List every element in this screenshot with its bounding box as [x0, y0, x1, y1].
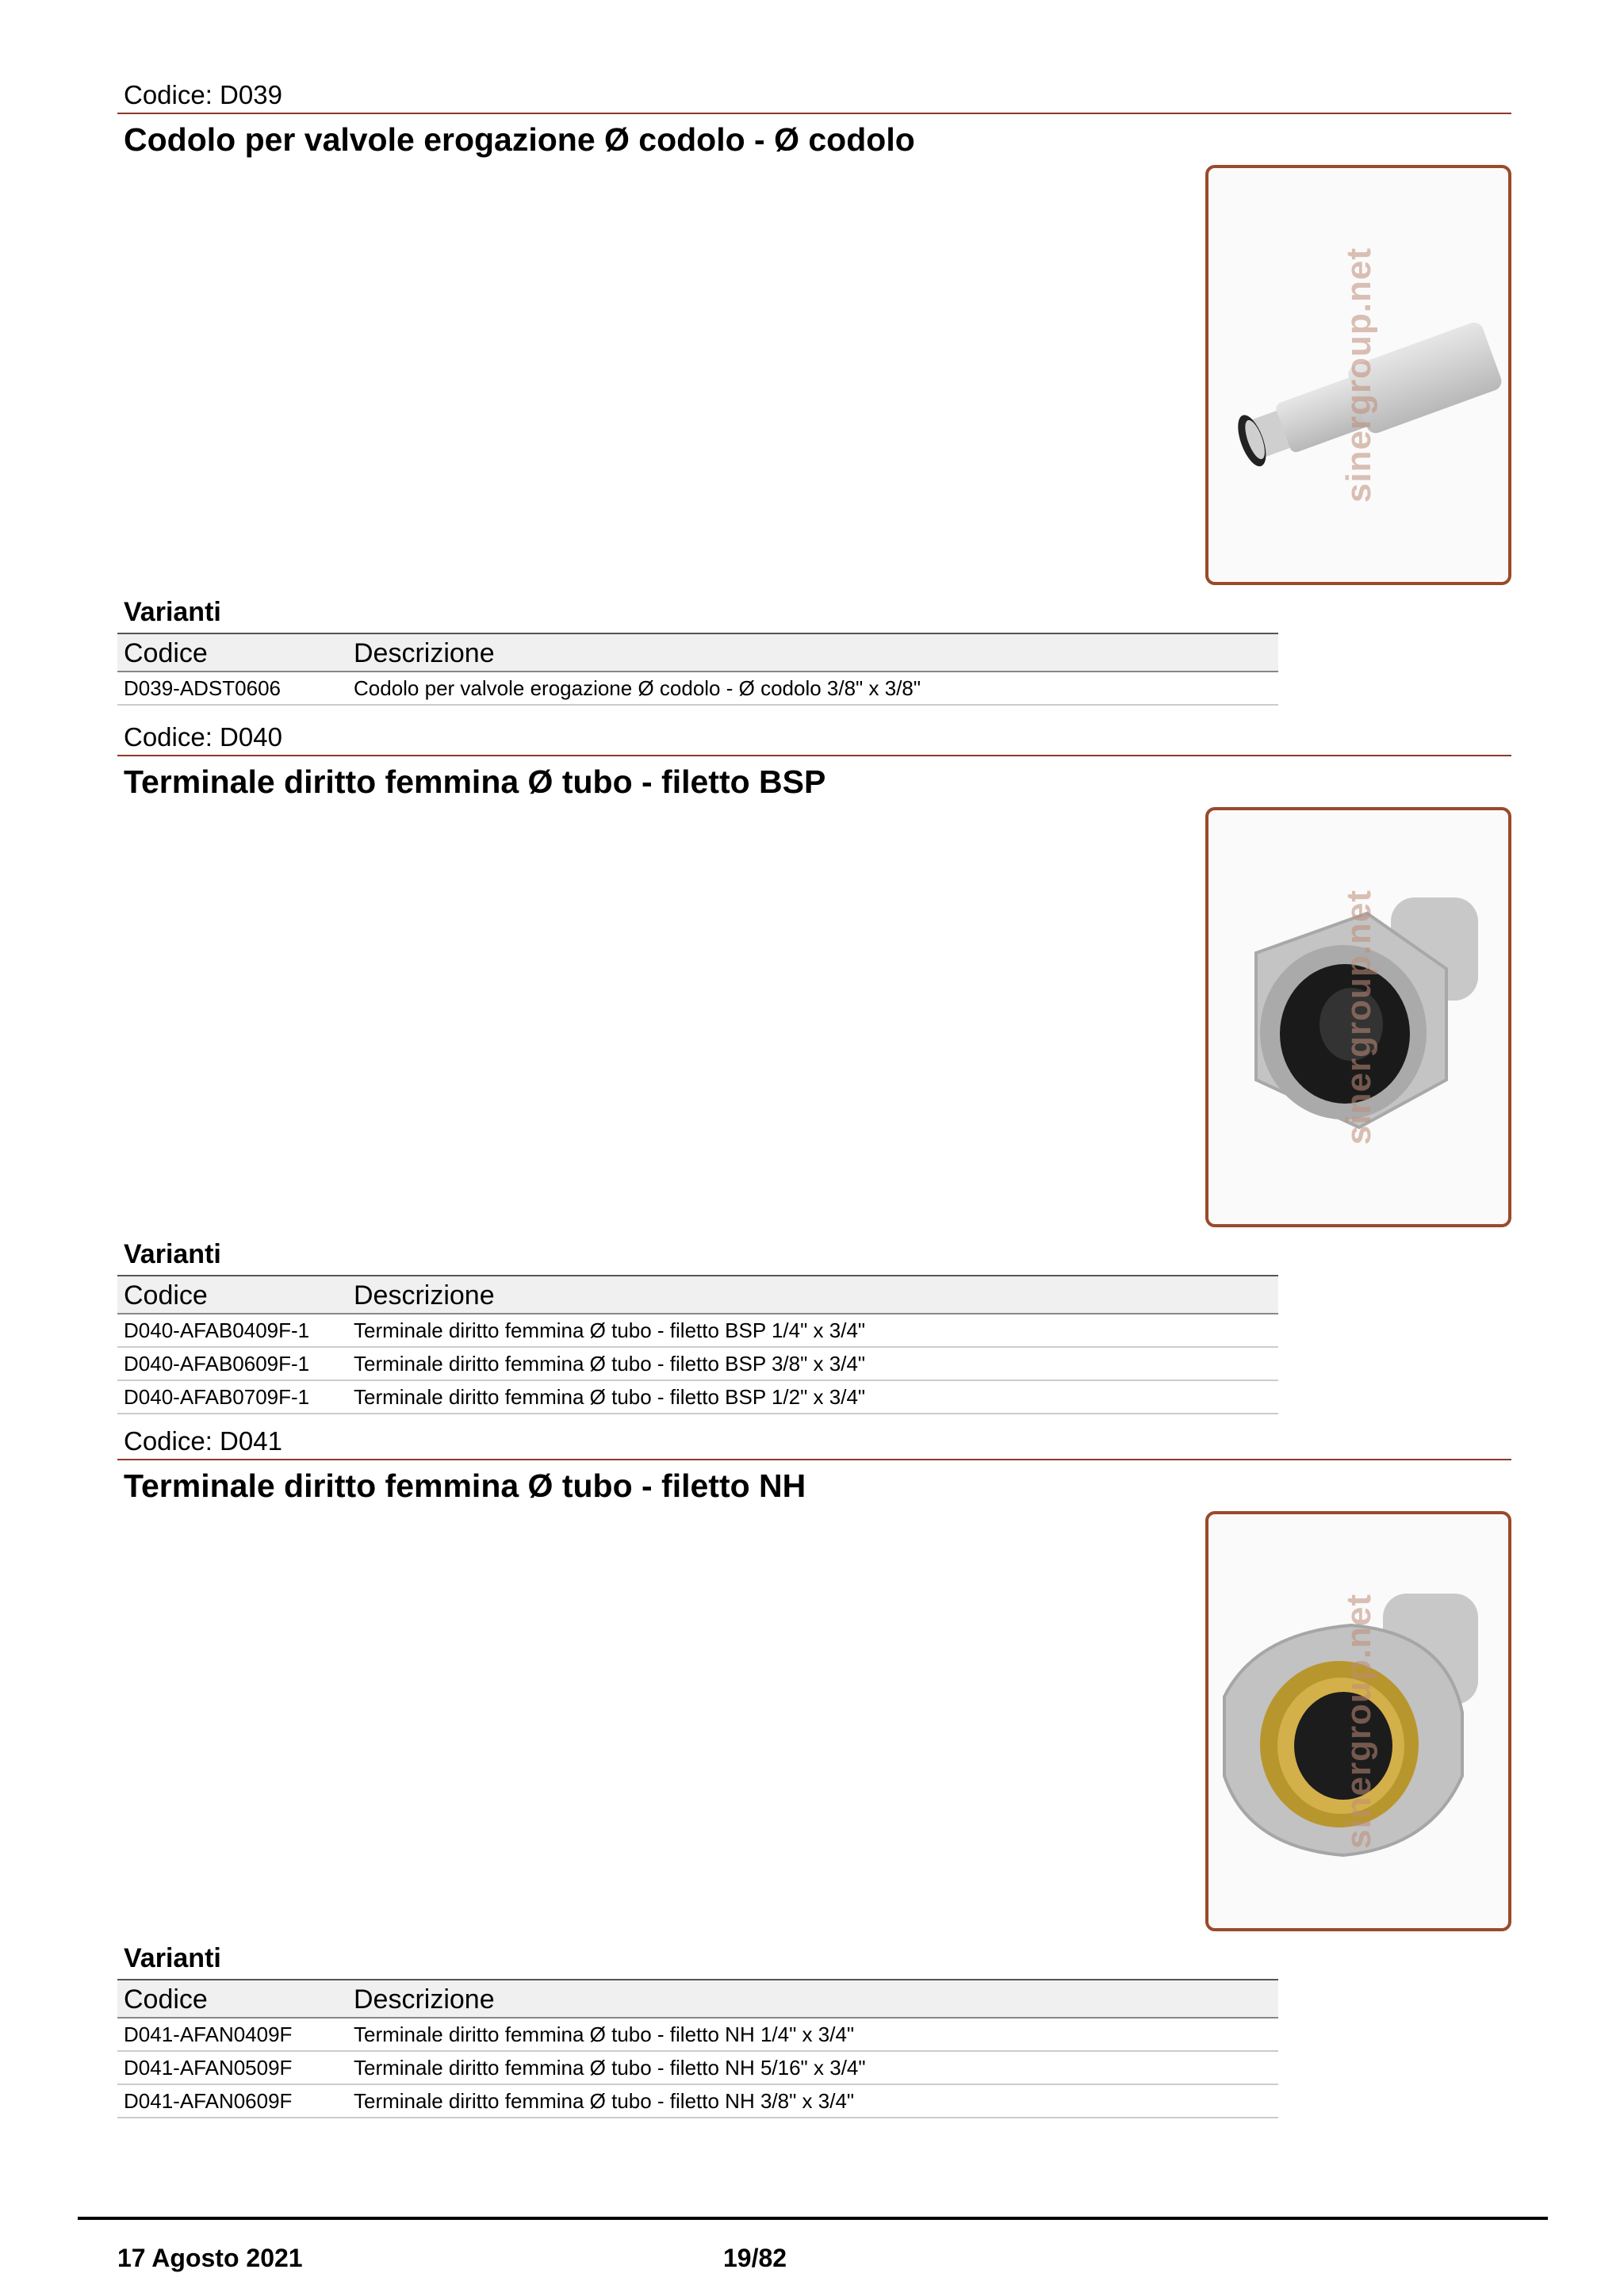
product-section-d040: [117, 721, 1511, 1409]
variant-description: Codolo per valvole erogazione Ø codolo - Ø codolo 3/8" x 3/8": [347, 672, 1278, 705]
table-row: [117, 672, 1278, 705]
watermark-text: sinergroup.net: [1339, 889, 1378, 1146]
variants-block: [117, 1238, 1278, 1414]
footer-divider: [78, 2217, 1548, 2220]
variant-description: Terminale diritto femmina Ø tubo - filetto BSP 1/2" x 3/4": [347, 1380, 1278, 1414]
product-section-d039: [117, 79, 1511, 700]
column-header-description: Descrizione: [347, 1276, 1278, 1314]
table-header-row: [117, 1980, 1278, 2018]
column-header-code: Codice: [117, 633, 347, 672]
variants-table: [117, 1979, 1278, 2118]
product-title: Terminale diritto femmina Ø tubo - filetto NH: [124, 1468, 806, 1504]
product-code-line: Codice: D039: [117, 79, 1511, 114]
table-row: [117, 1314, 1278, 1347]
variant-description: Terminale diritto femmina Ø tubo - filetto BSP 1/4" x 3/4": [347, 1314, 1278, 1347]
variant-description: Terminale diritto femmina Ø tubo - filetto NH 1/4" x 3/4": [347, 2018, 1278, 2051]
product-photo: [1205, 165, 1511, 585]
table-row: [117, 2018, 1278, 2051]
variants-title: Varianti: [124, 1943, 221, 1973]
table-row: [117, 1347, 1278, 1380]
variants-block: [117, 596, 1278, 706]
product-title: Terminale diritto femmina Ø tubo - filetto BSP: [124, 763, 826, 800]
product-photo: [1205, 807, 1511, 1227]
variant-code: D041-AFAN0609F: [117, 2084, 347, 2118]
column-header-code: Codice: [117, 1980, 347, 2018]
footer-date: 17 Agosto 2021: [117, 2244, 303, 2272]
table-row: [117, 2084, 1278, 2118]
variant-code: D041-AFAN0409F: [117, 2018, 347, 2051]
variant-code: D039-ADST0606: [117, 672, 347, 705]
column-header-code: Codice: [117, 1276, 347, 1314]
table-row: [117, 2051, 1278, 2084]
table-row: [117, 1380, 1278, 1414]
watermark-text: sinergroup.net: [1339, 247, 1378, 503]
table-header-row: [117, 1276, 1278, 1314]
variants-title: Varianti: [124, 597, 221, 627]
variants-title: Varianti: [124, 1239, 221, 1269]
variants-table: [117, 633, 1278, 706]
variant-code: D041-AFAN0509F: [117, 2051, 347, 2084]
variant-description: Terminale diritto femmina Ø tubo - filetto BSP 3/8" x 3/4": [347, 1347, 1278, 1380]
product-code-line: Codice: D040: [117, 721, 1511, 756]
column-header-description: Descrizione: [347, 1980, 1278, 2018]
product-section-d041: [117, 1425, 1511, 2113]
table-header-row: [117, 633, 1278, 672]
variant-code: D040-AFAB0409F-1: [117, 1314, 347, 1347]
page-number: 19/82: [723, 2244, 787, 2272]
variant-code: D040-AFAB0709F-1: [117, 1380, 347, 1414]
variant-description: Terminale diritto femmina Ø tubo - filetto NH 5/16" x 3/4": [347, 2051, 1278, 2084]
product-title: Codolo per valvole erogazione Ø codolo - Ø codolo: [124, 121, 915, 158]
watermark-text: sinergroup.net: [1339, 1593, 1378, 1850]
variant-description: Terminale diritto femmina Ø tubo - filetto NH 3/8" x 3/4": [347, 2084, 1278, 2118]
product-code-line: Codice: D041: [117, 1425, 1511, 1460]
product-photo: [1205, 1511, 1511, 1931]
variants-block: [117, 1942, 1278, 2118]
variant-code: D040-AFAB0609F-1: [117, 1347, 347, 1380]
variants-table: [117, 1275, 1278, 1414]
column-header-description: Descrizione: [347, 633, 1278, 672]
